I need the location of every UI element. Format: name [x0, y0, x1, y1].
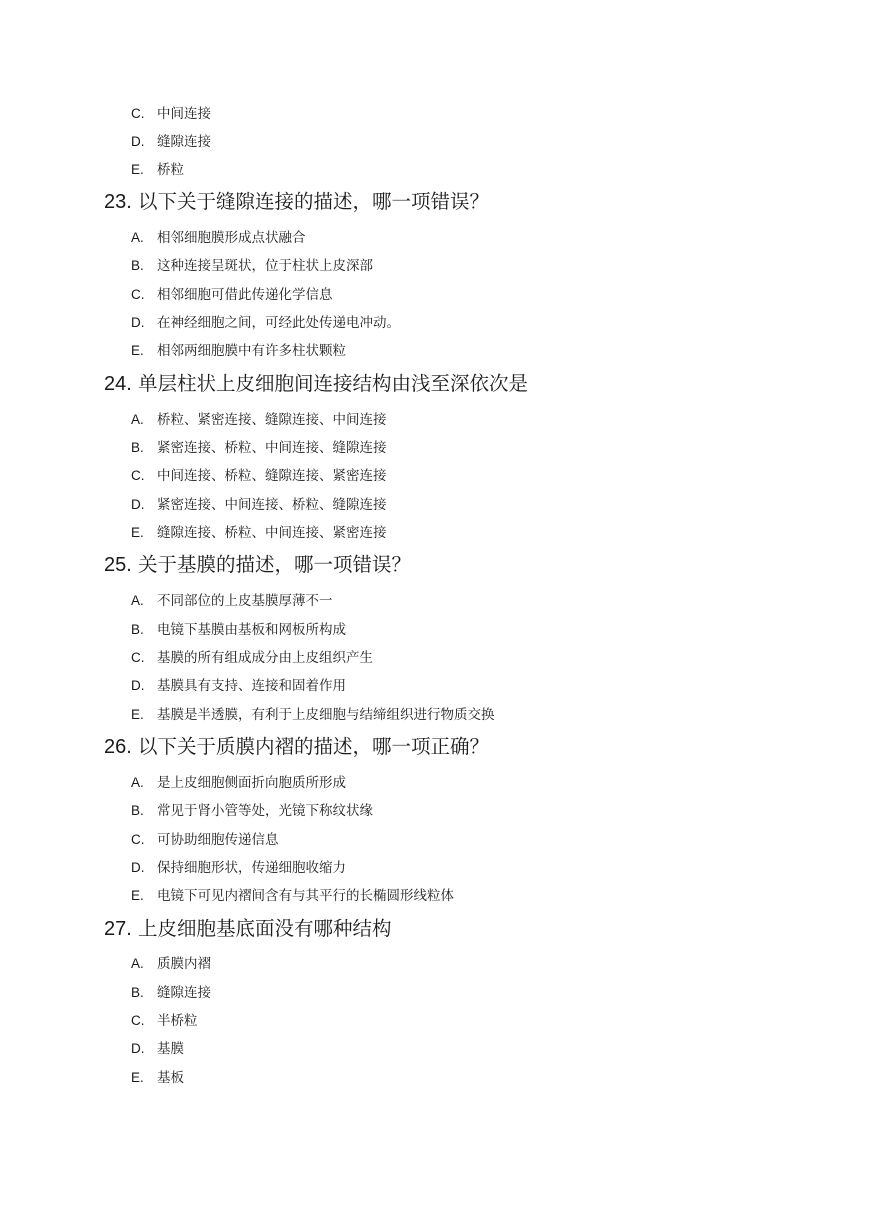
question-text: 单层柱状上皮细胞间连接结构由浅至深依次是 [138, 372, 529, 395]
option-letter: D. [131, 134, 145, 149]
option-letter: D. [131, 315, 145, 330]
option-c [131, 284, 333, 306]
option-a [131, 772, 346, 794]
option-text: 是上皮细胞侧面折向胞质所形成 [157, 775, 346, 791]
option-d [131, 857, 346, 879]
option-text: 相邻两细胞膜中有许多柱状颗粒 [157, 343, 346, 359]
question-text: 以下关于质膜内褶的描述，哪一项正确？ [138, 735, 490, 758]
question-number: 25. [104, 554, 132, 576]
option-letter: B. [131, 622, 144, 637]
option-d [131, 131, 211, 153]
option-e [131, 159, 184, 181]
question-title [104, 550, 411, 580]
option-text: 相邻细胞膜形成点状融合 [157, 230, 306, 246]
option-text: 中间连接、桥粒、缝隙连接、紧密连接 [157, 468, 387, 484]
option-letter: B. [131, 440, 144, 455]
option-letter: E. [131, 1070, 144, 1085]
option-letter: D. [131, 860, 145, 875]
option-b [131, 982, 211, 1004]
option-text: 中间连接 [157, 106, 211, 122]
option-letter: C. [131, 832, 145, 847]
option-letter: A. [131, 230, 144, 245]
option-text: 缝隙连接 [157, 985, 211, 1001]
question-title [104, 187, 489, 217]
option-a [131, 953, 211, 975]
option-text: 紧密连接、中间连接、桥粒、缝隙连接 [157, 497, 387, 513]
option-text: 这种连接呈斑状，位于柱状上皮深部 [157, 258, 373, 274]
option-letter: A. [131, 775, 144, 790]
question-text: 以下关于缝隙连接的描述，哪一项错误？ [138, 190, 490, 213]
option-c [131, 1010, 198, 1032]
option-text: 电镜下基膜由基板和网板所构成 [157, 622, 346, 638]
option-e [131, 340, 346, 362]
option-c [131, 829, 279, 851]
option-letter: A. [131, 956, 144, 971]
option-letter: A. [131, 412, 144, 427]
option-text: 紧密连接、桥粒、中间连接、缝隙连接 [157, 440, 387, 456]
option-d [131, 675, 346, 697]
option-text: 相邻细胞可借此传递化学信息 [157, 287, 333, 303]
question-number: 23. [104, 191, 132, 213]
option-a [131, 227, 306, 249]
option-letter: C. [131, 468, 145, 483]
option-text: 基膜具有支持、连接和固着作用 [157, 678, 346, 694]
option-text: 不同部位的上皮基膜厚薄不一 [157, 593, 333, 609]
option-letter: E. [131, 162, 144, 177]
option-e [131, 885, 454, 907]
option-e [131, 522, 387, 544]
option-e [131, 704, 495, 726]
option-a [131, 590, 333, 612]
question-number: 27. [104, 918, 132, 940]
option-letter: E. [131, 525, 144, 540]
option-letter: B. [131, 258, 144, 273]
option-a [131, 409, 387, 431]
option-text: 质膜内褶 [157, 956, 211, 972]
option-b [131, 800, 373, 822]
option-b [131, 619, 346, 641]
option-letter: B. [131, 985, 144, 1000]
question-number: 24. [104, 373, 132, 395]
option-text: 缝隙连接、桥粒、中间连接、紧密连接 [157, 525, 387, 541]
option-d [131, 494, 387, 516]
question-text: 关于基膜的描述，哪一项错误？ [138, 553, 412, 576]
option-text: 可协助细胞传递信息 [157, 832, 279, 848]
option-text: 基膜的所有组成成分由上皮组织产生 [157, 650, 373, 666]
option-c [131, 647, 373, 669]
option-text: 基板 [157, 1070, 184, 1086]
option-e [131, 1067, 184, 1089]
option-text: 桥粒 [157, 162, 184, 178]
question-number: 26. [104, 736, 132, 758]
option-letter: D. [131, 678, 145, 693]
option-text: 缝隙连接 [157, 134, 211, 150]
option-text: 在神经细胞之间，可经此处传递电冲动。 [157, 315, 400, 331]
option-letter: C. [131, 106, 145, 121]
question-title [104, 732, 489, 762]
option-letter: E. [131, 343, 144, 358]
option-letter: E. [131, 707, 144, 722]
option-letter: A. [131, 593, 144, 608]
question-title [104, 369, 528, 399]
question-title [104, 914, 392, 944]
option-d [131, 1038, 184, 1060]
option-text: 保持细胞形状，传递细胞收缩力 [157, 860, 346, 876]
option-b [131, 437, 387, 459]
option-text: 基膜是半透膜，有利于上皮细胞与结缔组织进行物质交换 [157, 707, 495, 723]
option-c [131, 103, 211, 125]
option-letter: C. [131, 287, 145, 302]
option-text: 电镜下可见内褶间含有与其平行的长椭圆形线粒体 [157, 888, 454, 904]
option-letter: B. [131, 803, 144, 818]
option-letter: C. [131, 1013, 145, 1028]
option-b [131, 255, 373, 277]
option-letter: E. [131, 888, 144, 903]
option-d [131, 312, 400, 334]
option-text: 常见于肾小管等处，光镜下称纹状缘 [157, 803, 373, 819]
option-text: 半桥粒 [157, 1013, 198, 1029]
option-letter: D. [131, 497, 145, 512]
option-c [131, 465, 387, 487]
option-letter: C. [131, 650, 145, 665]
question-text: 上皮细胞基底面没有哪种结构 [138, 917, 392, 940]
option-text: 桥粒、紧密连接、缝隙连接、中间连接 [157, 412, 387, 428]
option-text: 基膜 [157, 1041, 184, 1057]
option-letter: D. [131, 1041, 145, 1056]
